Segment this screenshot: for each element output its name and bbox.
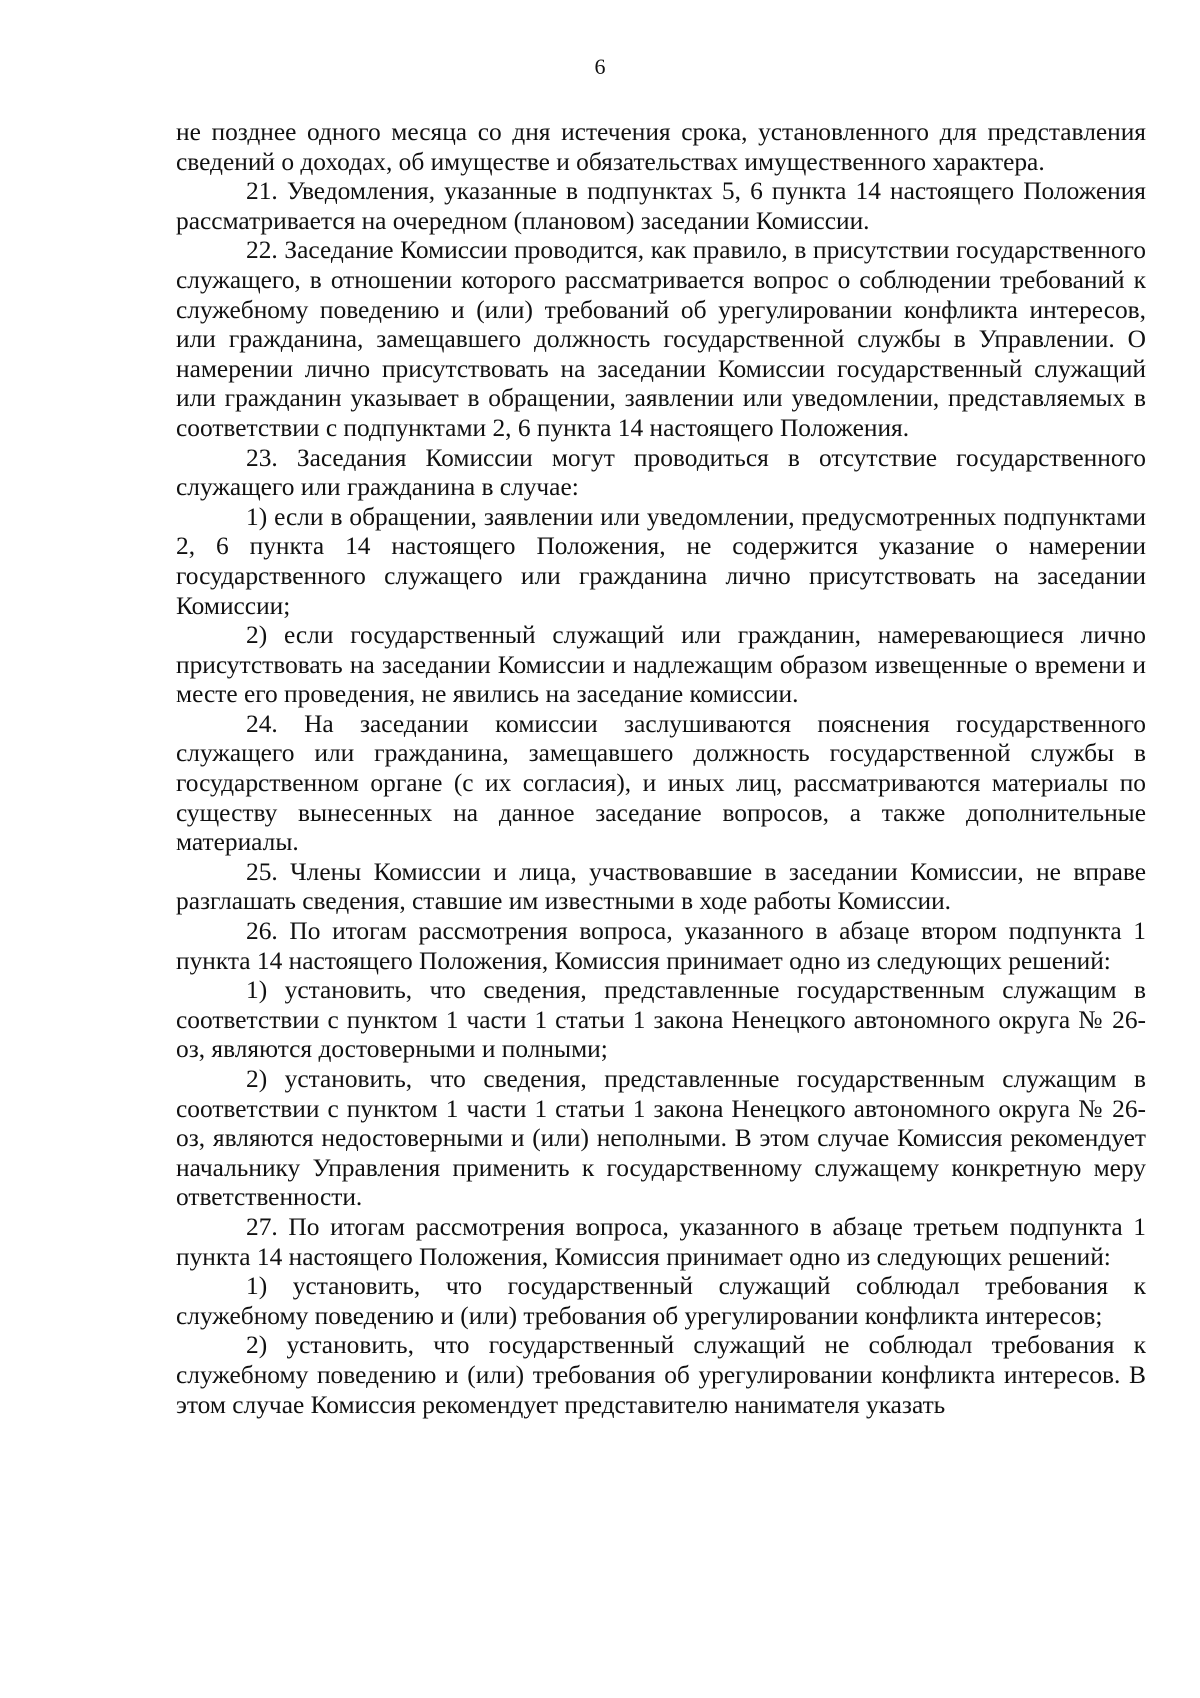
paragraph-25: 25. Члены Комиссии и лица, участвовавшие в заседании Комиссии, не вправе разглашать сведения, ставшие им известными в ходе работы Комиссии. — [176, 857, 1146, 916]
paragraph-26: 26. По итогам рассмотрения вопроса, указанного в абзаце втором подпункта 1 пункта 14 настоящего Положения, Комиссия принимает одно из следующих решений: — [176, 917, 1146, 975]
document-body — [176, 118, 1146, 1420]
paragraph-23-item-1: 1) если в обращении, заявлении или уведомлении, предусмотренных подпунктами 2, 6 пункта 14 настоящего Положения, не содержится указание о намерении государственного служащего или гражданина лично присутствовать на заседании Комиссии; — [176, 502, 1146, 620]
paragraph-23: 23. Заседания Комиссии могут проводиться в отсутствие государственного служащего или гражданина в случае: — [176, 443, 1146, 502]
paragraph-23-item-2: 2) если государственный служащий или гражданин, намеревающиеся лично присутствовать на заседании Комиссии и надлежащим образом извещенные о времени и месте его проведения, не явились на заседание комиссии. — [176, 621, 1146, 709]
page-number: 6 — [594, 54, 606, 79]
paragraph-27-item-2: 2) установить, что государственный служащий не соблюдал требования к служебному поведению и (или) требования об урегулировании конфликта интересов. В этом случае Комиссия рекомендует представителю нанимателя указать — [176, 1331, 1146, 1419]
paragraph-27-item-1: 1) установить, что государственный служащий соблюдал требования к служебному поведению и (или) требования об урегулировании конфликта интересов; — [176, 1272, 1146, 1330]
paragraph-26-item-2: 2) установить, что сведения, представленные государственным служащим в соответствии с пунктом 1 части 1 статьи 1 закона Ненецкого автономного округа № 26-оз, являются недостоверными и (или) неполными. В этом случае Комиссия рекомендует начальнику Управления применить к государственному служащему конкретную меру ответственности. — [176, 1065, 1146, 1212]
paragraph-continuation: не позднее одного месяца со дня истечения срока, установленного для представления сведений о доходах, об имуществе и обязательствах имущественного характера. — [176, 118, 1146, 176]
paragraph-24: 24. На заседании комиссии заслушиваются пояснения государственного служащего или гражданина, замещавшего должность государственной службы в государственном органе (с их согласия), и иных лиц, рассматриваются материалы по существу вынесенных на данное заседание вопросов, а также дополнительные материалы. — [176, 709, 1146, 857]
paragraph-27: 27. По итогам рассмотрения вопроса, указанного в абзаце третьем подпункта 1 пункта 14 настоящего Положения, Комиссия принимает одно из следующих решений: — [176, 1212, 1146, 1271]
paragraph-26-item-1: 1) установить, что сведения, представленные государственным служащим в соответствии с пунктом 1 части 1 статьи 1 закона Ненецкого автономного округа № 26-оз, являются достоверными и полными; — [176, 976, 1146, 1064]
paragraph-22: 22. Заседание Комиссии проводится, как правило, в присутствии государственного служащего, в отношении которого рассматривается вопрос о соблюдении требований к служебному поведению и (или) требований об урегулировании конфликта интересов, или гражданина, замещавшего должность государственной службы в Управлении. О намерении лично присутствовать на заседании Комиссии государственный служащий или гражданин указывает в обращении, заявлении или уведомлении, представляемых в соответствии с подпунктами 2, 6 пункта 14 настоящего Положения. — [176, 236, 1146, 442]
paragraph-21: 21. Уведомления, указанные в подпунктах 5, 6 пункта 14 настоящего Положения рассматривается на очередном (плановом) заседании Комиссии. — [176, 177, 1146, 235]
